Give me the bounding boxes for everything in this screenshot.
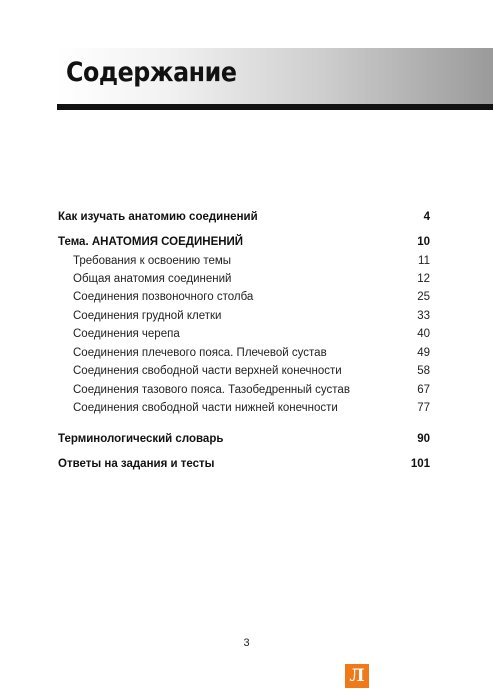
toc-entry[interactable]: [58, 233, 430, 251]
toc-entry-label: Соединения позвоночного столба: [73, 291, 254, 303]
toc-entry[interactable]: [58, 325, 430, 343]
toc-entry[interactable]: [58, 381, 430, 399]
toc-entry[interactable]: [58, 344, 430, 362]
header-divider: [57, 104, 493, 110]
toc-entry-page: 58: [417, 365, 430, 377]
toc-entry-page: 11: [418, 255, 430, 267]
toc-entry-page: 12: [417, 273, 430, 285]
toc-entry[interactable]: [58, 455, 430, 473]
toc-entry-page: 101: [410, 458, 430, 470]
toc-entry-label: Соединения свободной части верхней конечности: [73, 365, 342, 377]
toc-entry-label: Ответы на задания и тесты: [58, 458, 215, 470]
toc-entry[interactable]: [58, 208, 430, 226]
toc-entry-label: Как изучать анатомию соединений: [58, 211, 258, 223]
page-number: 3: [243, 637, 250, 649]
toc-entry-label: Соединения грудной клетки: [73, 310, 222, 322]
toc-entry[interactable]: [58, 399, 430, 417]
toc-entry[interactable]: [58, 270, 430, 288]
toc-entry[interactable]: [58, 430, 430, 448]
toc-entry-label: Терминологический словарь: [58, 433, 224, 445]
toc-entry-page: 10: [417, 236, 430, 248]
toc-entry-label: Общая анатомия соединений: [73, 273, 232, 285]
toc-entry[interactable]: [58, 307, 430, 325]
toc-entry-page: 77: [417, 402, 430, 414]
toc-entry[interactable]: [58, 362, 430, 380]
toc-entry-page: 25: [417, 291, 430, 303]
toc-entry-label: Тема. АНАТОМИЯ СОЕДИНЕНИЙ: [58, 236, 244, 248]
toc-entry-label: Соединения тазового пояса. Тазобедренный сустав: [73, 384, 350, 396]
toc-entry-label: Требования к освоению темы: [73, 255, 232, 267]
toc-entry-label: Соединения плечевого пояса. Плечевой сустав: [73, 347, 327, 359]
toc-entry[interactable]: [58, 252, 430, 270]
publisher-logo: Л: [345, 664, 369, 688]
toc-entry-page: 4: [423, 211, 430, 223]
toc-entry-label: Соединения черепа: [73, 328, 180, 340]
page-title: Содержание: [66, 57, 237, 88]
toc-entry-page: 33: [417, 310, 430, 322]
toc-entry-label: Соединения свободной части нижней конечности: [73, 402, 338, 414]
toc-entry[interactable]: [58, 288, 430, 306]
toc-entry-page: 67: [417, 384, 430, 396]
toc-entry-page: 40: [417, 328, 430, 340]
toc-entry-page: 49: [417, 347, 430, 359]
toc-entry-page: 90: [417, 433, 430, 445]
